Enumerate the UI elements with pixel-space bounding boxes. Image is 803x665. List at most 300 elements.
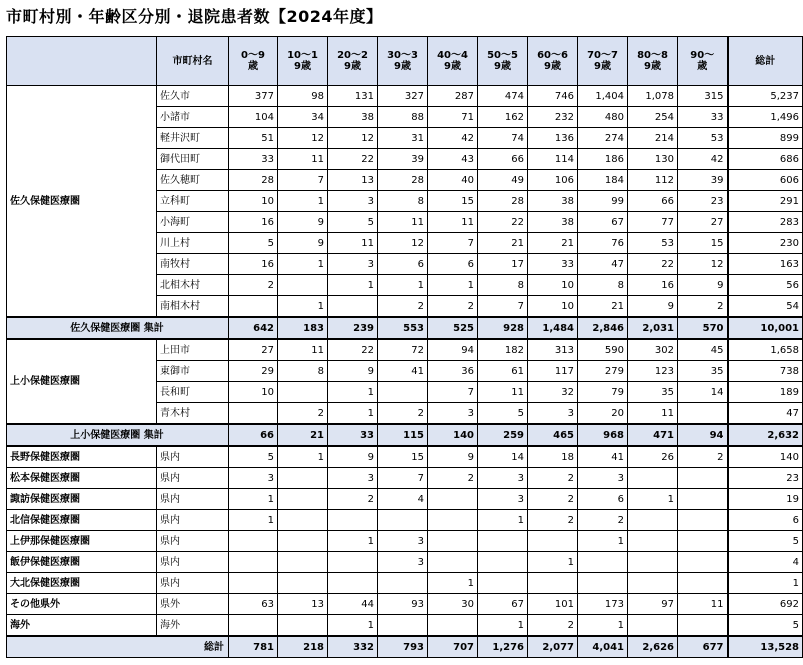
cell-age-2: 12 [328,128,378,149]
cell-age-5: 49 [478,170,528,191]
cell-age-5: 61 [478,361,528,382]
cell-age-0: 28 [229,170,278,191]
cell-total: 2,632 [728,424,803,446]
city-cell: 県内 [157,446,229,468]
cell-age-5: 28 [478,191,528,212]
table-row [7,510,803,531]
cell-age-6: 33 [528,254,578,275]
cell-age-0: 16 [229,212,278,233]
cell-age-3: 6 [378,254,428,275]
cell-total: 6 [728,510,803,531]
cell-age-2: 1 [328,382,378,403]
cell-age-8: 2,031 [628,317,678,339]
city-cell: 北相木村 [157,275,229,296]
cell-age-8: 22 [628,254,678,275]
cell-age-4 [428,615,478,637]
city-cell: 立科町 [157,191,229,212]
city-cell: 青木村 [157,403,229,425]
cell-age-6: 101 [528,594,578,615]
cell-total: 10,001 [728,317,803,339]
cell-age-0: 781 [229,636,278,658]
cell-age-3: 8 [378,191,428,212]
cell-age-8: 53 [628,233,678,254]
header-age-line: 歳 [697,61,708,72]
cell-age-1: 12 [278,128,328,149]
patients-table [6,36,803,658]
cell-age-1: 11 [278,339,328,361]
cell-age-6: 38 [528,212,578,233]
subtotal-row [7,424,803,446]
cell-age-0: 16 [229,254,278,275]
cell-age-1: 1 [278,191,328,212]
cell-age-9: 677 [678,636,728,658]
cell-age-3: 327 [378,86,428,107]
cell-age-2: 44 [328,594,378,615]
cell-age-9: 12 [678,254,728,275]
cell-age-6: 114 [528,149,578,170]
city-cell: 佐久穂町 [157,170,229,191]
subtotal-label: 佐久保健医療圏 集計 [7,317,229,339]
header-row [7,37,803,86]
cell-total: 283 [728,212,803,233]
cell-age-1 [278,468,328,489]
cell-age-8: 123 [628,361,678,382]
grand-total-row [7,636,803,658]
cell-age-8 [628,615,678,637]
cell-age-3: 4 [378,489,428,510]
cell-age-0 [229,403,278,425]
cell-age-9: 35 [678,361,728,382]
cell-age-4: 71 [428,107,478,128]
cell-age-8: 77 [628,212,678,233]
cell-age-4: 1 [428,275,478,296]
cell-age-2: 3 [328,254,378,275]
table-header [7,37,803,86]
cell-age-2 [328,510,378,531]
cell-age-8: 2,626 [628,636,678,658]
cell-age-0: 5 [229,233,278,254]
cell-age-7: 79 [578,382,628,403]
cell-age-4: 2 [428,468,478,489]
city-cell: 県外 [157,594,229,615]
cell-age-9 [678,403,728,425]
cell-age-8: 66 [628,191,678,212]
cell-age-5: 1 [478,615,528,637]
header-age-line: 20～2 [337,50,368,61]
header-total: 総計 [728,37,803,86]
cell-age-2: 1 [328,615,378,637]
header-age-line: 70～7 [587,50,618,61]
cell-age-6: 1,484 [528,317,578,339]
city-cell: 県内 [157,573,229,594]
cell-age-7: 4,041 [578,636,628,658]
cell-age-5: 8 [478,275,528,296]
cell-age-4 [428,510,478,531]
cell-age-1: 7 [278,170,328,191]
subtotal-row [7,317,803,339]
cell-total: 5 [728,615,803,637]
area-cell: 佐久保健医療圏 [7,86,157,318]
table-row [7,86,803,107]
cell-age-3: 88 [378,107,428,128]
cell-total: 189 [728,382,803,403]
cell-age-8: 11 [628,403,678,425]
header-age-line: 40～4 [437,50,468,61]
cell-age-6 [528,573,578,594]
city-cell: 県内 [157,552,229,573]
cell-age-7: 3 [578,468,628,489]
cell-age-8: 254 [628,107,678,128]
table-row [7,552,803,573]
cell-age-4: 2 [428,296,478,318]
cell-total: 899 [728,128,803,149]
cell-age-2: 332 [328,636,378,658]
cell-age-1: 9 [278,212,328,233]
cell-age-4: 707 [428,636,478,658]
city-cell: 上田市 [157,339,229,361]
cell-age-7: 47 [578,254,628,275]
header-age-line: 60～6 [537,50,568,61]
cell-age-9 [678,531,728,552]
cell-age-2: 22 [328,149,378,170]
header-age-line: 9歳 [644,61,661,72]
cell-age-2 [328,573,378,594]
cell-age-0: 1 [229,510,278,531]
city-cell: 小諸市 [157,107,229,128]
area-cell: 北信保健医療圏 [7,510,157,531]
cell-total: 230 [728,233,803,254]
city-cell: 軽井沢町 [157,128,229,149]
cell-age-0 [229,573,278,594]
cell-age-3: 7 [378,468,428,489]
cell-age-1 [278,552,328,573]
cell-age-1: 11 [278,149,328,170]
cell-age-9 [678,468,728,489]
city-cell: 県内 [157,489,229,510]
cell-age-0: 10 [229,382,278,403]
cell-age-7: 2 [578,510,628,531]
cell-age-6: 136 [528,128,578,149]
cell-total: 738 [728,361,803,382]
cell-age-2: 13 [328,170,378,191]
cell-age-6 [528,531,578,552]
cell-age-6: 21 [528,233,578,254]
city-cell: 海外 [157,615,229,637]
cell-age-2: 11 [328,233,378,254]
cell-age-3 [378,573,428,594]
cell-age-4: 15 [428,191,478,212]
table-row [7,339,803,361]
cell-age-8: 112 [628,170,678,191]
cell-age-4: 94 [428,339,478,361]
cell-age-6: 232 [528,107,578,128]
cell-age-9: 9 [678,275,728,296]
cell-age-7: 41 [578,446,628,468]
cell-age-0: 3 [229,468,278,489]
cell-age-0: 51 [229,128,278,149]
cell-age-2 [328,296,378,318]
cell-age-2 [328,552,378,573]
city-cell: 県内 [157,468,229,489]
cell-total: 23 [728,468,803,489]
city-cell: 南牧村 [157,254,229,275]
cell-age-9 [678,510,728,531]
cell-age-9: 23 [678,191,728,212]
cell-age-9: 570 [678,317,728,339]
cell-age-9: 15 [678,233,728,254]
cell-age-6: 2 [528,468,578,489]
cell-age-6: 2,077 [528,636,578,658]
cell-age-1 [278,510,328,531]
cell-age-6: 2 [528,615,578,637]
cell-total: 5 [728,531,803,552]
cell-age-7: 1 [578,531,628,552]
header-age-2 [328,37,378,86]
cell-age-4: 11 [428,212,478,233]
cell-age-8: 16 [628,275,678,296]
cell-age-5: 21 [478,233,528,254]
cell-age-3: 3 [378,552,428,573]
cell-age-1 [278,489,328,510]
cell-total: 19 [728,489,803,510]
cell-age-3: 93 [378,594,428,615]
cell-age-0: 29 [229,361,278,382]
header-age-line: 50～5 [487,50,518,61]
cell-age-8: 471 [628,424,678,446]
cell-age-7: 274 [578,128,628,149]
area-cell: 上伊那保健医療圏 [7,531,157,552]
cell-age-1: 183 [278,317,328,339]
cell-age-2: 3 [328,468,378,489]
cell-age-2: 3 [328,191,378,212]
cell-age-6: 465 [528,424,578,446]
city-cell: 御代田町 [157,149,229,170]
cell-age-9 [678,489,728,510]
header-age-line: 90～ [690,50,715,61]
area-cell: その他県外 [7,594,157,615]
table-body [7,86,803,658]
header-age-7 [578,37,628,86]
city-cell: 川上村 [157,233,229,254]
cell-age-9: 2 [678,446,728,468]
header-age-line: 9歳 [394,61,411,72]
cell-age-5: 259 [478,424,528,446]
cell-age-0: 63 [229,594,278,615]
area-cell: 上小保健医療圏 [7,339,157,424]
header-area [7,37,157,86]
city-cell: 長和町 [157,382,229,403]
cell-age-5 [478,552,528,573]
cell-age-9: 14 [678,382,728,403]
cell-age-9: 39 [678,170,728,191]
cell-age-8: 1 [628,489,678,510]
cell-age-1 [278,382,328,403]
cell-age-4: 9 [428,446,478,468]
cell-age-8: 26 [628,446,678,468]
cell-age-5 [478,573,528,594]
header-age-5 [478,37,528,86]
cell-age-7 [578,552,628,573]
header-age-line: 9歳 [494,61,511,72]
cell-total: 163 [728,254,803,275]
header-age-line: 歳 [248,61,258,72]
cell-total: 56 [728,275,803,296]
cell-age-9: 94 [678,424,728,446]
cell-age-1: 9 [278,233,328,254]
cell-age-7: 99 [578,191,628,212]
cell-age-7: 21 [578,296,628,318]
area-cell: 大北保健医療圏 [7,573,157,594]
cell-total: 606 [728,170,803,191]
header-age-line: 9歳 [444,61,461,72]
cell-age-7: 8 [578,275,628,296]
cell-age-8 [628,468,678,489]
cell-age-1: 218 [278,636,328,658]
cell-age-7: 2,846 [578,317,628,339]
cell-age-8: 214 [628,128,678,149]
cell-age-1 [278,615,328,637]
cell-age-6: 2 [528,489,578,510]
area-cell: 長野保健医療圏 [7,446,157,468]
cell-age-4: 40 [428,170,478,191]
cell-age-3: 1 [378,275,428,296]
cell-age-6: 32 [528,382,578,403]
cell-age-9: 42 [678,149,728,170]
cell-age-3 [378,382,428,403]
city-cell: 南相木村 [157,296,229,318]
cell-age-7: 186 [578,149,628,170]
cell-age-6: 38 [528,191,578,212]
city-cell: 県内 [157,531,229,552]
header-age-4 [428,37,478,86]
cell-age-6: 3 [528,403,578,425]
cell-age-3: 2 [378,403,428,425]
cell-age-4: 30 [428,594,478,615]
cell-age-9: 11 [678,594,728,615]
cell-age-3: 31 [378,128,428,149]
cell-age-0: 27 [229,339,278,361]
cell-age-5: 17 [478,254,528,275]
cell-age-4: 1 [428,573,478,594]
cell-age-3: 2 [378,296,428,318]
cell-age-4: 287 [428,86,478,107]
cell-age-6: 106 [528,170,578,191]
table-row [7,446,803,468]
cell-age-2: 131 [328,86,378,107]
cell-age-4: 525 [428,317,478,339]
cell-total: 47 [728,403,803,425]
cell-age-0: 104 [229,107,278,128]
cell-total: 1 [728,573,803,594]
cell-age-5: 22 [478,212,528,233]
table-row [7,489,803,510]
cell-age-0: 5 [229,446,278,468]
cell-age-7: 184 [578,170,628,191]
cell-age-8: 302 [628,339,678,361]
cell-age-3: 3 [378,531,428,552]
cell-age-7: 67 [578,212,628,233]
cell-age-3: 41 [378,361,428,382]
cell-age-3: 28 [378,170,428,191]
cell-age-0: 1 [229,489,278,510]
table-row [7,468,803,489]
cell-total: 140 [728,446,803,468]
cell-age-6: 18 [528,446,578,468]
cell-age-4 [428,531,478,552]
cell-age-4: 7 [428,233,478,254]
cell-age-8: 130 [628,149,678,170]
cell-age-0 [229,615,278,637]
cell-age-3: 553 [378,317,428,339]
cell-age-9: 53 [678,128,728,149]
cell-age-1: 13 [278,594,328,615]
cell-age-0: 33 [229,149,278,170]
cell-age-9: 27 [678,212,728,233]
cell-age-9 [678,615,728,637]
cell-age-7: 173 [578,594,628,615]
table-row [7,594,803,615]
cell-age-6: 117 [528,361,578,382]
cell-age-7: 480 [578,107,628,128]
cell-age-1: 34 [278,107,328,128]
header-age-line: 30～3 [387,50,418,61]
cell-age-7: 76 [578,233,628,254]
grand-total-label: 総計 [7,636,229,658]
cell-age-5 [478,531,528,552]
city-cell: 佐久市 [157,86,229,107]
cell-age-2: 239 [328,317,378,339]
header-age-line: 9歳 [594,61,611,72]
area-cell: 諏訪保健医療圏 [7,489,157,510]
cell-age-8: 1,078 [628,86,678,107]
cell-age-5: 14 [478,446,528,468]
cell-age-0: 642 [229,317,278,339]
cell-age-1: 2 [278,403,328,425]
cell-age-7: 20 [578,403,628,425]
header-city: 市町村名 [157,37,229,86]
cell-age-5: 928 [478,317,528,339]
cell-total: 1,658 [728,339,803,361]
cell-age-7: 6 [578,489,628,510]
cell-age-0: 377 [229,86,278,107]
cell-age-3 [378,510,428,531]
city-cell: 県内 [157,510,229,531]
cell-age-4: 140 [428,424,478,446]
table-row [7,531,803,552]
header-age-line: 9歳 [544,61,561,72]
cell-total: 4 [728,552,803,573]
cell-total: 692 [728,594,803,615]
cell-age-3 [378,615,428,637]
cell-age-0 [229,552,278,573]
cell-age-1 [278,573,328,594]
cell-age-1 [278,275,328,296]
cell-age-6: 2 [528,510,578,531]
cell-age-1: 1 [278,296,328,318]
cell-age-9 [678,573,728,594]
cell-age-5: 7 [478,296,528,318]
cell-age-8: 97 [628,594,678,615]
cell-total: 5,237 [728,86,803,107]
cell-age-2: 1 [328,403,378,425]
cell-age-2: 33 [328,424,378,446]
cell-age-6: 10 [528,275,578,296]
header-age-1 [278,37,328,86]
header-age-line: 10～1 [287,50,318,61]
cell-age-7: 1,404 [578,86,628,107]
cell-age-2: 9 [328,446,378,468]
cell-age-4: 36 [428,361,478,382]
